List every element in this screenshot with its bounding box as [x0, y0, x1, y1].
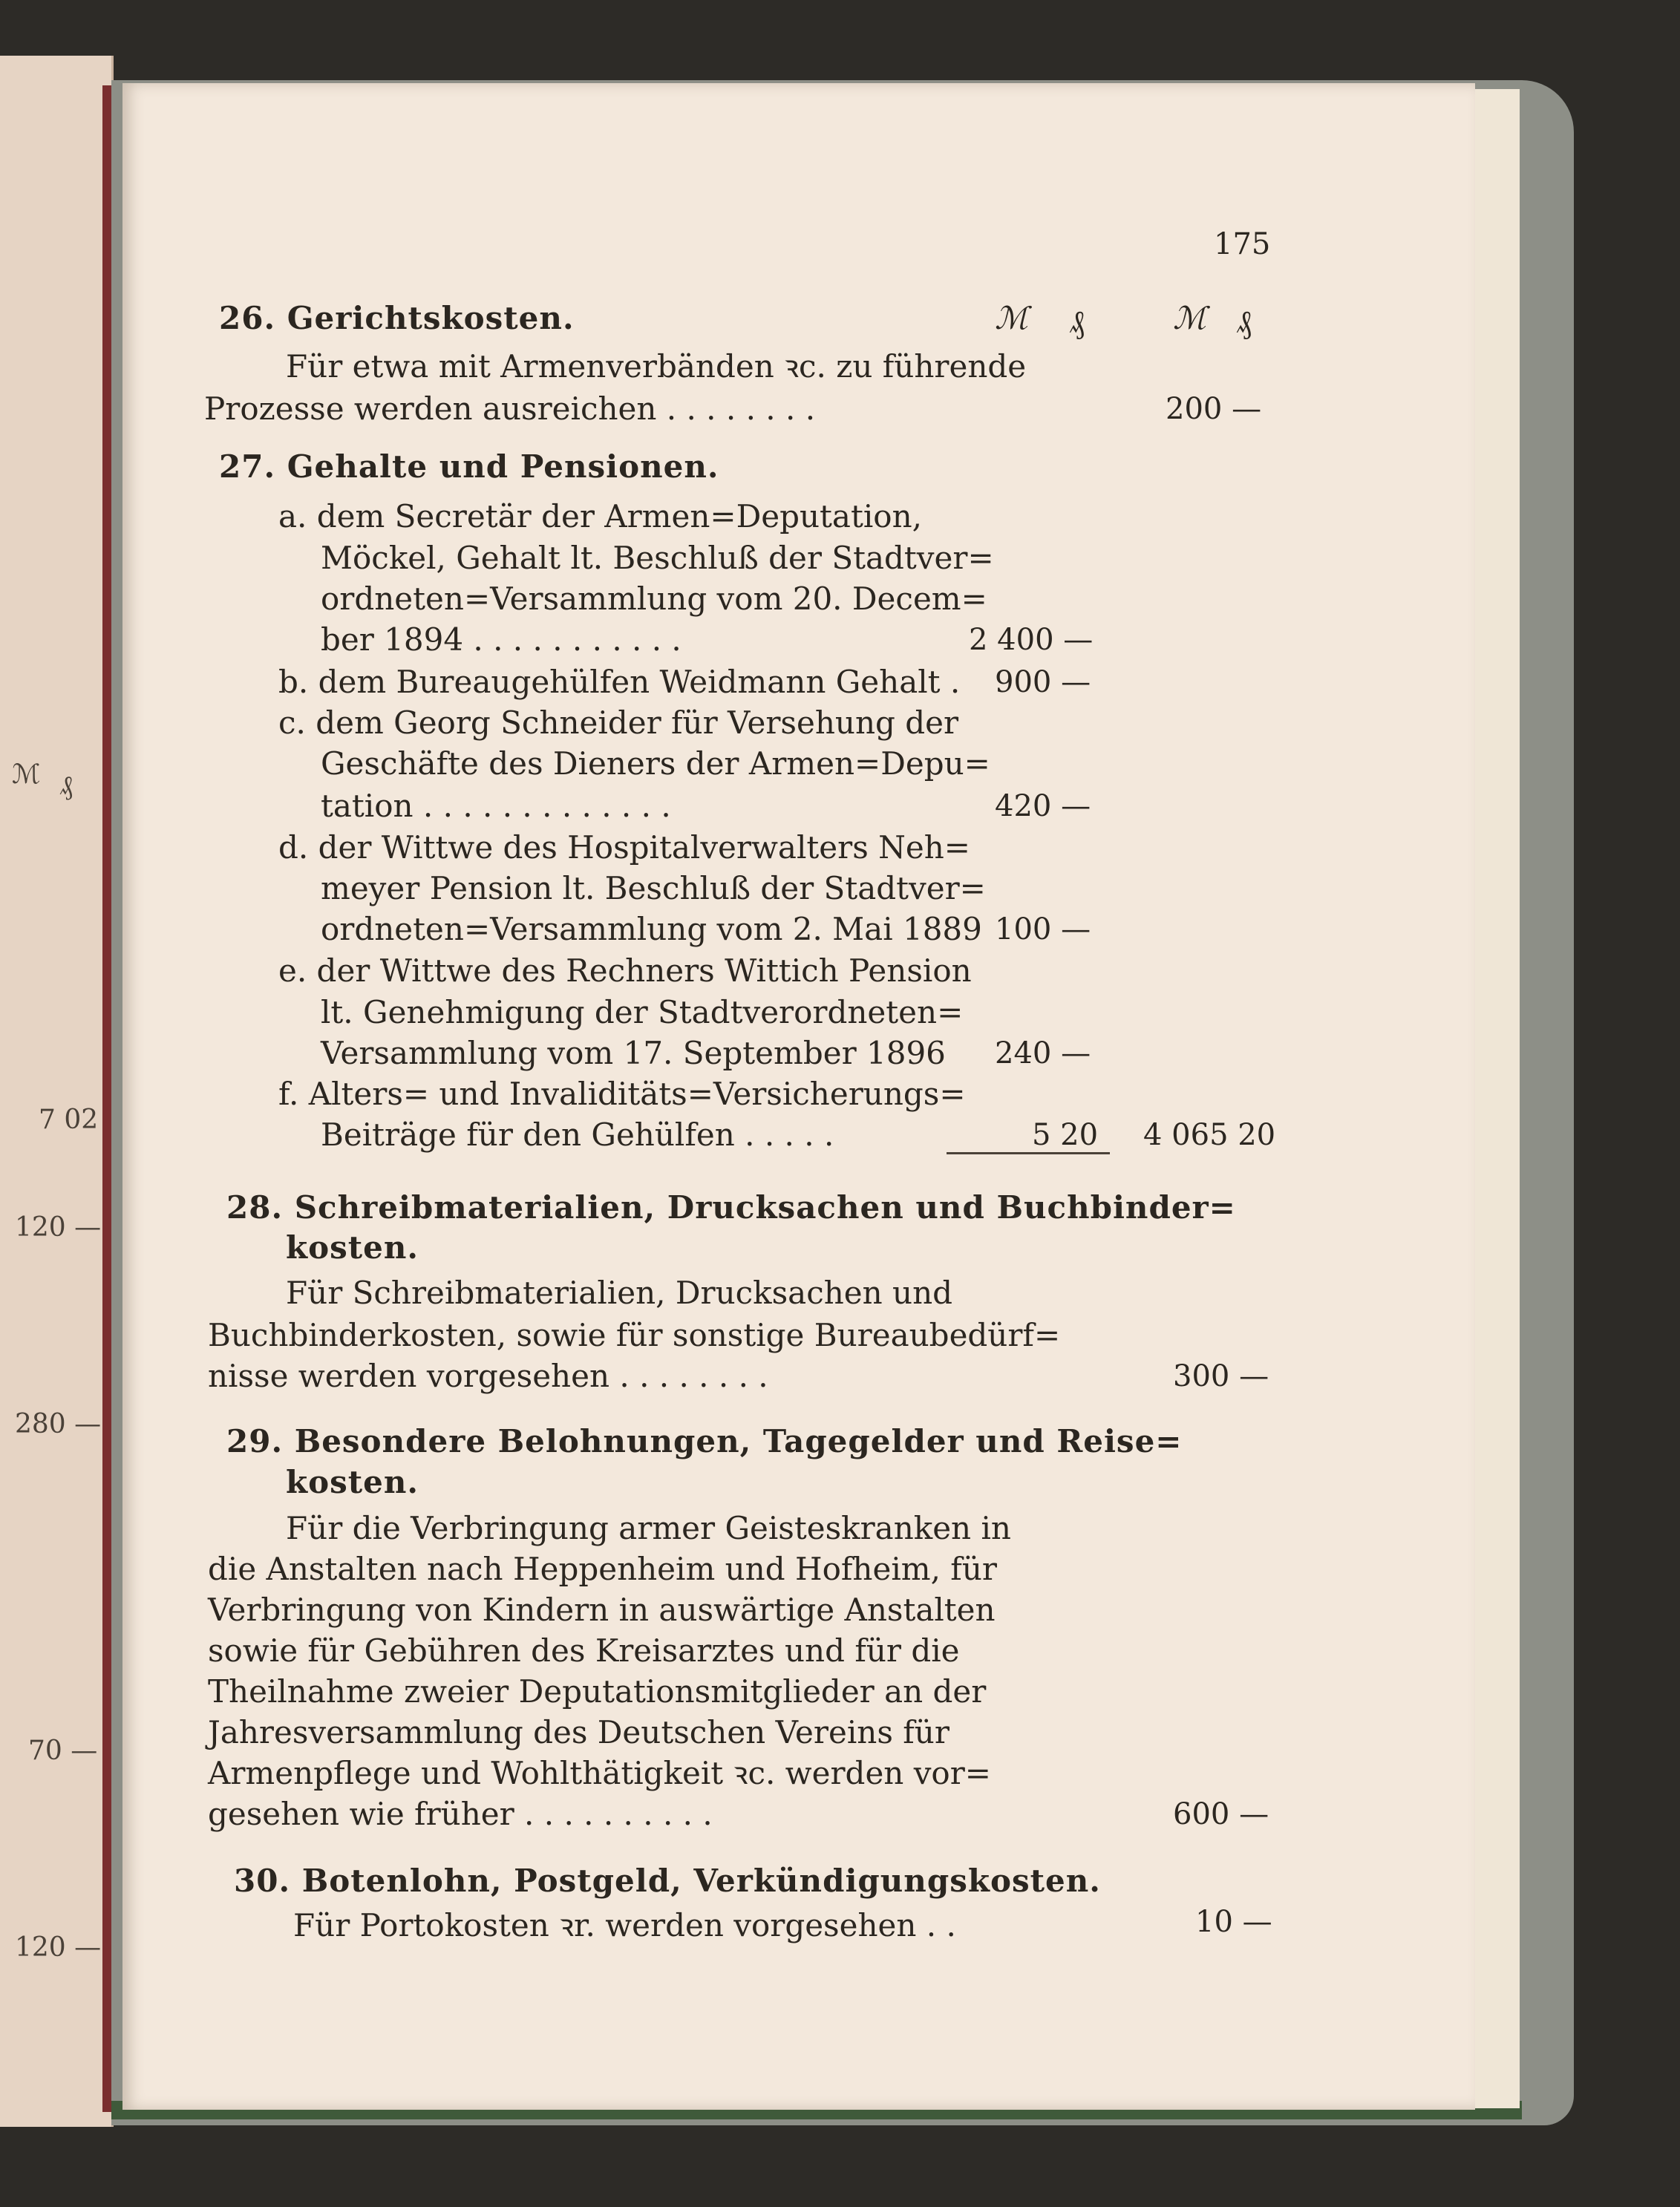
item-27-heading: 27. Gehalte und Pensionen. [219, 448, 719, 485]
item-30-text-line: Für Portokosten ꝛr. werden vorgesehen . . [293, 1907, 956, 1943]
left-margin-currency-pfennig: ₰ [59, 771, 73, 801]
item-28-heading: 28. Schreibmaterialien, Drucksachen und Buchbinder= [226, 1189, 1236, 1226]
left-margin-amount: 120 — [15, 1932, 102, 1963]
left-margin-amount: 70 — [28, 1736, 98, 1766]
item-27d-amount: 100 — [995, 912, 1091, 946]
currency-header-mark: ℳ [1173, 300, 1206, 336]
item-27f-line: f. Alters= und Invaliditäts=Versicherungs= [278, 1076, 966, 1112]
currency-header-pfennig: ₰ [1069, 304, 1085, 340]
item-27-total: 4 065 20 [1143, 1118, 1276, 1152]
item-27b-amount: 900 — [995, 665, 1091, 699]
item-29-heading-cont: kosten. [286, 1464, 419, 1500]
item-27a-line: ber 1894 . . . . . . . . . . . [321, 621, 682, 658]
item-27d-line: meyer Pension lt. Beschluß der Stadtver= [321, 870, 986, 906]
page-number: 175 [1214, 227, 1271, 261]
item-27a-amount: 2 400 — [969, 623, 1094, 657]
item-29-text-line: gesehen wie früher . . . . . . . . . . [208, 1796, 713, 1832]
left-page [0, 56, 114, 2127]
item-26-text-line: Für etwa mit Armenverbänden ꝛc. zu führende [286, 348, 1027, 385]
item-27f-line: Beiträge für den Gehülfen . . . . . [321, 1116, 834, 1153]
item-27e-amount: 240 — [995, 1036, 1091, 1070]
item-28-text-line: Für Schreibmaterialien, Drucksachen und [286, 1275, 953, 1311]
item-29-text-line: Armenpflege und Wohlthätigkeit ꝛc. werden vor= [208, 1755, 991, 1791]
item-30-heading: 30. Botenlohn, Postgeld, Verkündigungskosten. [234, 1863, 1101, 1899]
item-29-text-line: Theilnahme zweier Deputationsmitglieder an der [208, 1673, 987, 1710]
sum-rule [947, 1152, 1110, 1154]
item-28-text-line: Buchbinderkosten, sowie für sonstige Bureaubedürf= [208, 1317, 1061, 1353]
item-29-amount: 600 — [1173, 1797, 1269, 1831]
item-27a-line: ordneten=Versammlung vom 20. Decem= [321, 581, 987, 617]
item-27c-line: tation . . . . . . . . . . . . . [321, 788, 671, 824]
item-29-heading: 29. Besondere Belohnungen, Tagegelder und Reise= [226, 1423, 1183, 1459]
item-29-text-line: Für die Verbringung armer Geisteskranken in [286, 1510, 1011, 1546]
item-29-text-line: die Anstalten nach Heppenheim und Hofheim, für [208, 1551, 997, 1587]
item-29-text-line: Verbringung von Kindern in auswärtige Anstalten [208, 1592, 996, 1628]
item-27c-line: Geschäfte des Dieners der Armen=Depu= [321, 745, 990, 782]
item-27d-line: ordneten=Versammlung vom 2. Mai 1889 [321, 911, 982, 947]
item-26-text-line: Prozesse werden ausreichen . . . . . . . . [204, 390, 816, 427]
item-26-amount: 200 — [1166, 392, 1262, 426]
item-29-text-line: sowie für Gebühren des Kreisarztes und für die [208, 1632, 960, 1669]
left-margin-currency-mark: ℳ [12, 759, 41, 790]
item-27d-line: d. der Wittwe des Hospitalverwalters Neh= [278, 829, 970, 866]
item-27e-line: Versammlung vom 17. September 1896 [321, 1035, 946, 1071]
left-margin-amount: 7 02 [39, 1105, 99, 1135]
currency-header-pfennig: ₰ [1236, 304, 1252, 340]
item-29-text-line: Jahresversammlung des Deutschen Vereins für [208, 1714, 950, 1750]
item-28-text-line: nisse werden vorgesehen . . . . . . . . [208, 1358, 768, 1394]
item-30-amount: 10 — [1195, 1905, 1272, 1939]
item-28-amount: 300 — [1173, 1359, 1269, 1393]
item-27c-amount: 420 — [995, 789, 1091, 823]
item-27e-line: lt. Genehmigung der Stadtverordneten= [321, 994, 964, 1030]
item-27e-line: e. der Wittwe des Rechners Wittich Pension [278, 952, 972, 989]
left-margin-amount: 280 — [15, 1409, 102, 1439]
currency-header-mark: ℳ [995, 300, 1028, 336]
item-28-heading-cont: kosten. [286, 1229, 419, 1266]
item-27f-amount: 5 20 [1032, 1118, 1099, 1152]
item-27b-line: b. dem Bureaugehülfen Weidmann Gehalt . [278, 664, 961, 700]
item-27c-line: c. dem Georg Schneider für Versehung der [278, 704, 959, 741]
left-margin-amount: 120 — [15, 1212, 102, 1243]
item-26-heading: 26. Gerichtskosten. [219, 300, 575, 336]
item-27a-line: a. dem Secretär der Armen=Deputation, [278, 498, 922, 534]
item-27a-line: Möckel, Gehalt lt. Beschluß der Stadtver= [321, 540, 994, 576]
